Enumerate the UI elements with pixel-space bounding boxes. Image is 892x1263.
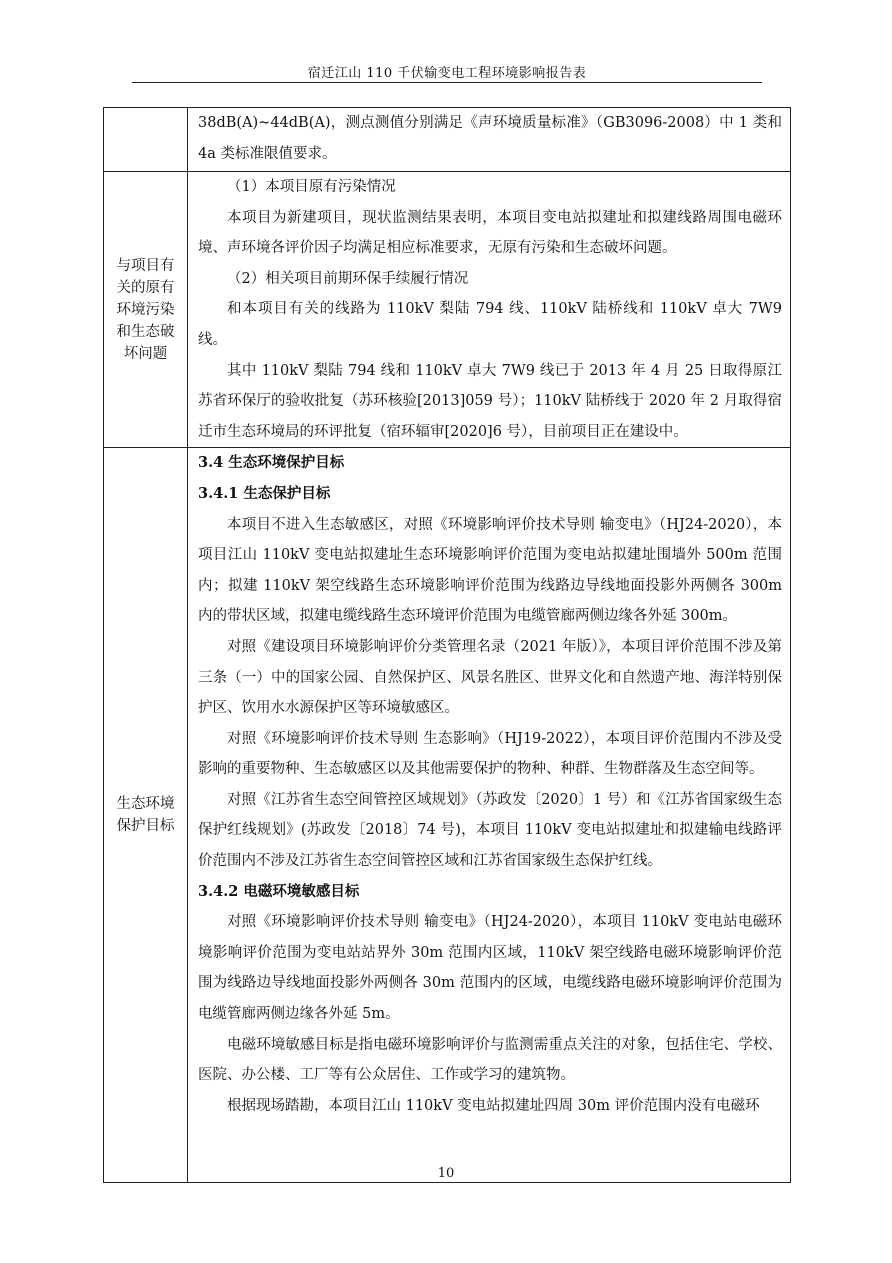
section-heading: 3.4.1 生态保护目标 (198, 484, 331, 502)
row-label-eco-protection-target: 生态环境保护目标 (104, 448, 188, 1183)
paragraph: 本项目不进入生态敏感区，对照《环境影响评价技术导则 输变电》（HJ24-2020），本项目江山 110kV 变电站拟建址生态环境影响评价范围为变电站拟建址围墙外 500m 范围内；拟建 110kV 架空线路生态环境影响评价范围为线路边导线地面投影外两侧各 300m 内的带状区域，拟建电缆线路生态环境评价范围为电缆管廊两侧边缘各外延 300m。 (198, 516, 782, 625)
row-label (104, 108, 188, 172)
paragraph: 其中 110kV 梨陆 794 线和 110kV 卓大 7W9 线已于 2013 年 4 月 25 日取得原江苏省环保厅的验收批复（苏环核验[2013]059 号）；110kV 陆桥线于 2020 年 2 月取得宿迁市生态环境局的环评批复（宿环辐审[2020]6 号），目前项目正在建设中。 (198, 362, 782, 440)
row-content (188, 448, 791, 1183)
row-label-original-pollution: 与项目有关的原有环境污染和生态破坏问题 (104, 172, 188, 448)
paragraph: 根据现场踏勘，本项目江山 110kV 变电站拟建址四周 30m 评价范围内没有电磁环 (227, 1097, 760, 1114)
header-rule (132, 82, 762, 83)
table-row (104, 108, 791, 172)
page-number: 10 (437, 1166, 455, 1181)
section-heading: 3.4 生态环境保护目标 (198, 454, 345, 472)
paragraph: 38dB(A)~44dB(A)，测点测值分别满足《声环境质量标准》（GB3096-2008）中 1 类和 4a 类标准限值要求。 (198, 115, 782, 162)
paragraph: 对照《环境影响评价技术导则 输变电》（HJ24-2020），本项目 110kV 变电站电磁环境影响评价范围为变电站站界外 30m 范围内区域，110kV 架空线路电磁环境影响评价范围为线路边导线地面投影外两侧各 30m 范围内的区域，电缆线路电磁环境影响评价范围为电缆管廊两侧边缘各外延 5m。 (198, 914, 782, 1023)
subheading: （2）相关项目前期环保手续履行情况 (227, 270, 469, 287)
paragraph: 本项目为新建项目，现状监测结果表明，本项目变电站拟建址和拟建线路周围电磁环境、声环境各评价因子均满足相应标准要求，无原有污染和生态破坏问题。 (198, 209, 782, 257)
report-table (103, 107, 791, 1183)
page-header-title: 宿迁江山 110 千伏输变电工程环境影响报告表 (307, 66, 587, 81)
table-row (104, 448, 791, 1183)
subheading: （1）本项目原有污染情况 (227, 179, 396, 195)
paragraph: 对照《环境影响评价技术导则 生态影响》（HJ19-2022），本项目评价范围内不涉及受影响的重要物种、生态敏感区以及其他需要保护的物种、种群、生物群落及生态空间等。 (198, 730, 782, 778)
row-content (188, 108, 791, 172)
paragraph: 电磁环境敏感目标是指电磁环境影响评价与监测需重点关注的对象，包括住宅、学校、医院、办公楼、工厂等有公众居住、工作或学习的建筑物。 (198, 1036, 782, 1084)
row-content (188, 172, 791, 448)
paragraph: 和本项目有关的线路为 110kV 梨陆 794 线、110kV 陆桥线和 110kV 卓大 7W9 线。 (198, 301, 782, 348)
section-heading: 3.4.2 电磁环境敏感目标 (198, 882, 360, 900)
paragraph: 对照《建设项目环境影响评价分类管理名录（2021 年版）》，本项目评价范围不涉及第三条（一）中的国家公园、自然保护区、风景名胜区、世界文化和自然遗产地、海洋特别保护区、饮用水水源保护区等环境敏感区。 (198, 638, 782, 717)
paragraph: 对照《江苏省生态空间管控区域规划》（苏政发〔2020〕1 号）和《江苏省国家级生态保护红线规划》(苏政发〔2018〕74 号)，本项目 110kV 变电站拟建址和拟建输电线路评价范围内不涉及江苏省生态空间管控区域和江苏省国家级生态保护红线。 (198, 791, 782, 870)
table-row (104, 172, 791, 448)
